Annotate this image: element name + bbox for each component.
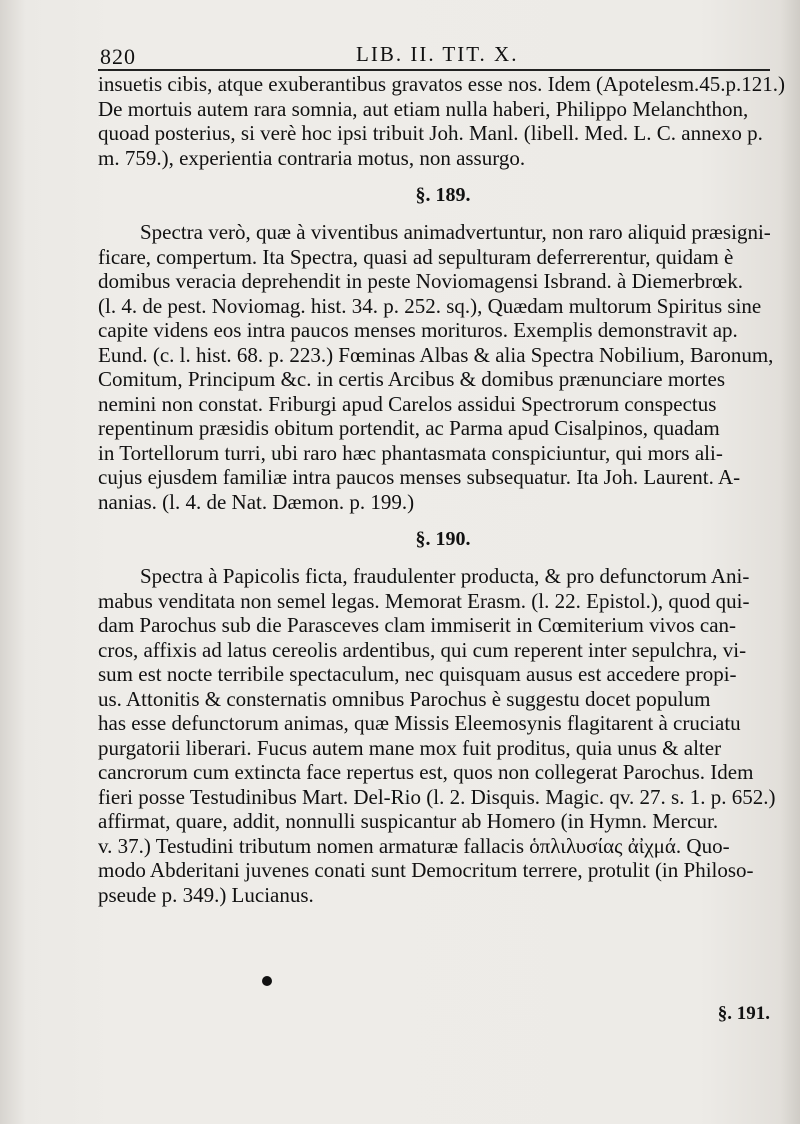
body-text (98, 72, 788, 907)
text-line: ficare, compertum. Ita Spectra, quasi ad sepulturam deferrerentur, quidam è (98, 244, 734, 269)
text-line: capite videns eos intra paucos menses morituros. Exemplis demonstravit ap. (98, 318, 738, 342)
text-line: has esse defunctorum animas, quæ Missis Eleemosynis flagitarent à cruciatu (98, 711, 741, 735)
header-rule (98, 69, 770, 71)
text-line: De mortuis autem rara somnia, aut etiam nulla haberi, Philippo Melanchthon, (98, 96, 749, 121)
ink-speck (262, 976, 272, 986)
text-line: cancrorum cum extincta face repertus est, quos non collegerat Parochus. Idem (98, 760, 754, 784)
text-line: pseude p. 349.) Lucianus. (98, 882, 314, 907)
text-line: domibus veracia deprehendit in peste Noviomagensi Isbrand. à Diemerbrœk. (98, 269, 743, 293)
text-line: affirmat, quare, addit, nonnulli suspicantur ab Homero (in Hymn. Mercur. (98, 809, 719, 833)
text-line: repentinum præsidis obitum portendit, ac Parma apud Cisalpinos, quadam (98, 416, 720, 440)
catchword: §. 191. (717, 1003, 770, 1024)
running-title: LIB. II. TIT. X. (356, 42, 519, 66)
section-heading-190: §. 190. (415, 528, 471, 550)
text-line: nemini non constat. Friburgi apud Carelos assidui Spectrorum conspectus (98, 391, 717, 416)
text-line: insuetis cibis, atque exuberantibus gravatos esse nos. Idem (Apotelesm.45.p.121.) (98, 72, 786, 96)
text-line: cros, affixis ad latus cereolis ardentibus, qui cum reperent inter sepulchra, vi- (98, 637, 747, 662)
text-line: quoad posterius, si verè hoc ipsi tribuit Joh. Manl. (libell. Med. L. C. annexo p. (98, 121, 763, 145)
text-line: nanias. (l. 4. de Nat. Dæmon. p. 199.) (98, 489, 415, 514)
page-number: 820 (100, 44, 136, 69)
text-line: Eund. (c. l. hist. 68. p. 223.) Fœminas Albas & alia Spectra Nobilium, Baronum, (98, 342, 774, 367)
text-line: Comitum, Principum &c. in certis Arcibus & domibus prænunciare mortes (98, 367, 726, 391)
text-line: sum est nocte terribile spectaculum, nec quisquam ausus est accedere propi- (98, 662, 737, 686)
text-line: m. 759.), experientia contraria motus, non assurgo. (98, 145, 526, 170)
text-line: mabus venditata non semel legas. Memorat Erasm. (l. 22. Epistol.), quod qui- (98, 588, 750, 613)
text-line: us. Attonitis & consternatis omnibus Parochus è suggestu docet populum (98, 686, 711, 711)
text-line: Spectra à Papicolis ficta, fraudulenter producta, & pro defunctorum Ani- (140, 564, 750, 588)
text-line: dam Parochus sub die Parasceves clam immiserit in Cœmiterium vivos can- (98, 613, 737, 637)
text-line: purgatorii liberari. Fucus autem mane mox fuit proditus, quia unus & alter (98, 735, 722, 760)
text-line: Spectra verò, quæ à viventibus animadvertuntur, non raro aliquid præsigni- (140, 220, 771, 244)
text-line: (l. 4. de pest. Noviomag. hist. 34. p. 252. sq.), Quædam multorum Spiritus sine (98, 293, 762, 318)
text-line: in Tortellorum turri, ubi raro hæc phantasmata conspiciuntur, qui mors ali- (98, 440, 723, 465)
text-line: cujus ejusdem familiæ intra paucos menses subsequatur. Ita Joh. Laurent. A- (98, 465, 741, 489)
page-header (96, 34, 768, 68)
section-heading-189: §. 189. (415, 184, 471, 206)
text-line: modo Abderitani juvenes conati sunt Democritum terrere, protulit (in Philoso- (98, 858, 754, 882)
text-line: v. 37.) Testudini tributum nomen armaturæ fallacis ὁπλιλυσίας ἀἰχμά. Quo- (98, 833, 730, 858)
text-line: fieri posse Testudinibus Mart. Del-Rio (l. 2. Disquis. Magic. qv. 27. s. 1. p. 652.) (98, 784, 776, 809)
